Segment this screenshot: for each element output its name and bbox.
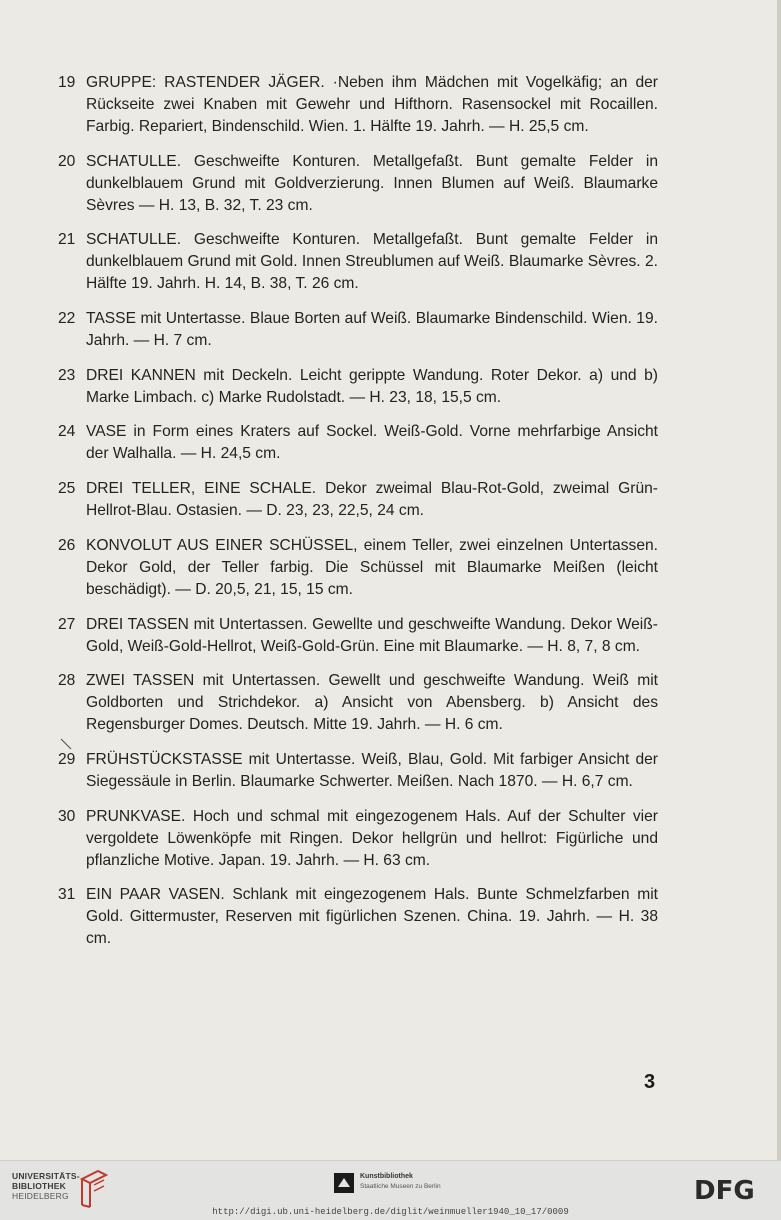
entry-number: 23 xyxy=(58,366,76,384)
kunstbibliothek-title: Kunstbibliothek xyxy=(360,1173,413,1180)
entry-number: 20 xyxy=(58,152,76,170)
footer-bar xyxy=(0,1160,781,1220)
entry-number: 27 xyxy=(58,615,76,633)
entry-text: KONVOLUT AUS EINER SCHÜSSEL, einem Teller, zwei einzelnen Untertassen. Dekor Gold, der Teller farbig. Die Schüssel mit Blaumarke Meißen (leicht beschädigt). — D. 20,5, 21, 15, 15 cm. xyxy=(86,536,658,598)
catalog-entry xyxy=(58,151,658,217)
entry-text: ZWEI TASSEN mit Untertassen. Gewellt und geschweifte Wandung. Weiß mit Goldborten und Strichdekor. a) Ansicht von Abensberg. b) Ansicht des Regensburger Domes. Deutsch. Mitte 19. Jahrh. — H. 6 cm. xyxy=(86,672,658,734)
university-line: HEIDELBERG xyxy=(12,1191,69,1201)
university-library-logo-icon[interactable] xyxy=(78,1169,108,1209)
entry-number: 26 xyxy=(58,536,76,554)
catalog-entry xyxy=(58,365,658,409)
dfg-logo[interactable] xyxy=(694,1177,770,1203)
entry-number: 25 xyxy=(58,480,76,498)
entry-text: TASSE mit Untertasse. Blaue Borten auf Weiß. Blaumarke Bindenschild. Wien. 19. Jahrh. — H. 7 cm. xyxy=(86,310,658,350)
entry-text: SCHATULLE. Geschweifte Konturen. Metallgefaßt. Bunt gemalte Felder in dunkelblauem Grund mit Gold. Innen Streublumen auf Weiß. Blaumarke Sèvres. 2. Hälfte 19. Jahrh. H. 14, B. 38, T. 26 cm. xyxy=(86,231,658,293)
catalog-entry xyxy=(58,806,658,872)
entry-number: 24 xyxy=(58,423,76,441)
catalog-entry xyxy=(58,670,658,736)
entry-text: EIN PAAR VASEN. Schlank mit eingezogenem Hals. Bunte Schmelzfarben mit Gold. Gittermuster, Reserven mit figürlichen Szenen. China. 19. Jahrh. — H. 38 cm. xyxy=(86,886,658,948)
entry-text: DREI TELLER, EINE SCHALE. Dekor zweimal Blau-Rot-Gold, zweimal Grün-Hellrot-Blau. Ostasien. — D. 23, 23, 22,5, 24 cm. xyxy=(86,480,658,520)
kunstbibliothek-subtitle: Staatliche Museen zu Berlin xyxy=(360,1183,441,1190)
entry-text: FRÜHSTÜCKSTASSE mit Untertasse. Weiß, Blau, Gold. Mit farbiger Ansicht der Siegessäule in Berlin. Blaumarke Schwerter. Meißen. Nach 1870. — H. 6,7 cm. xyxy=(86,750,658,790)
kunstbibliothek-icon xyxy=(334,1173,354,1193)
catalog-entry xyxy=(58,421,658,465)
catalog-entry xyxy=(58,478,658,522)
entry-number: 28 xyxy=(58,672,76,690)
entry-text: DREI KANNEN mit Deckeln. Leicht gerippte Wandung. Roter Dekor. a) und b) Marke Limbach. c) Marke Rudolstadt. — H. 23, 18, 15,5 cm. xyxy=(86,366,658,406)
catalog-entries xyxy=(58,72,658,963)
dfg-text: DFG xyxy=(694,1177,755,1203)
entry-number: 31 xyxy=(58,886,76,904)
catalog-entry xyxy=(58,749,658,793)
entry-text: PRUNKVASE. Hoch und schmal mit eingezogenem Hals. Auf der Schulter vier vergoldete Löwenköpfe mit Ringen. Dekor hellgrün und hellrot: Figürliche und pflanzliche Motive. Japan. 19. Jahrh. — H. 63 cm. xyxy=(86,807,658,869)
pencil-mark-icon xyxy=(60,738,72,750)
entry-text: VASE in Form eines Kraters auf Sockel. Weiß-Gold. Vorne mehrfarbige Ansicht der Walhalla. — H. 24,5 cm. xyxy=(86,423,658,463)
university-library-logo-text[interactable] xyxy=(12,1171,80,1201)
university-line: UNIVERSITÄTS- xyxy=(12,1171,80,1181)
entry-number: 29 xyxy=(58,750,76,768)
source-url-link[interactable]: http://digi.ub.uni-heidelberg.de/diglit/weinmueller1940_10_17/0009 xyxy=(212,1207,569,1217)
entry-text: GRUPPE: RASTENDER JÄGER. ·Neben ihm Mädchen mit Vogelkäfig; an der Rückseite zwei Knaben mit Gewehr und Hifthorn. Rasensockel mit Rocaillen. Farbig. Repariert, Bindenschild. Wien. 1. Hälfte 19. Jahrh. — H. 25,5 cm. xyxy=(86,74,658,135)
catalog-entry xyxy=(58,308,658,352)
entry-text: SCHATULLE. Geschweifte Konturen. Metallgefaßt. Bunt gemalte Felder in dunkelblauem Grund mit Goldverzierung. Innen Blumen auf Weiß. Blaumarke Sèvres — H. 13, B. 32, T. 23 cm. xyxy=(86,152,658,214)
catalog-entry xyxy=(58,884,658,950)
page-number: 3 xyxy=(644,1071,656,1093)
catalog-entry xyxy=(58,614,658,658)
entry-number: 19 xyxy=(58,74,76,91)
entry-number: 22 xyxy=(58,310,76,328)
entry-text: DREI TASSEN mit Untertassen. Gewellte und geschweifte Wandung. Dekor Weiß-Gold, Weiß-Gold-Hellrot, Weiß-Gold-Grün. Eine mit Blaumarke. — H. 8, 7, 8 cm. xyxy=(86,615,658,655)
catalog-entry xyxy=(58,72,658,138)
entry-number: 30 xyxy=(58,807,76,825)
entry-number: 21 xyxy=(58,231,76,249)
catalog-entry xyxy=(58,535,658,601)
catalog-entry xyxy=(58,229,658,295)
university-line: BIBLIOTHEK xyxy=(12,1181,66,1191)
